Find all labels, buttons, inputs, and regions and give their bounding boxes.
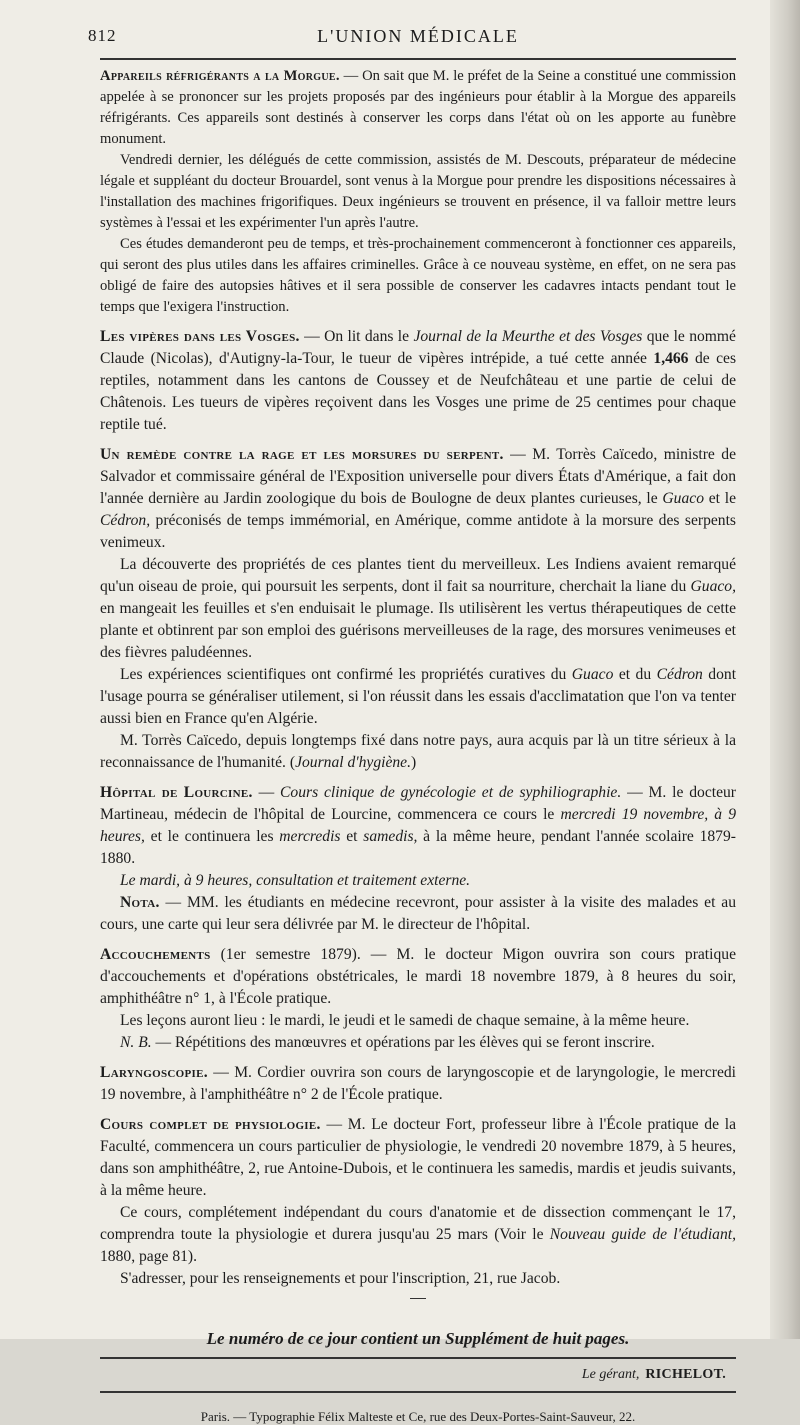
article-paragraph: N. B. — Répétitions des manœuvres et opérations par les élèves qui se feront inscrire. (120, 1034, 655, 1051)
article-laryngoscopie: Laryngoscopie. — M. Cordier ouvrira son cours de laryngoscopie et de laryngologie, le mercredi 19 novembre, à l'amphithéâtre n° 2 de l'École pratique. (100, 1064, 736, 1103)
nb-label: N. B. (120, 1034, 152, 1051)
article-title: Appareils réfrigérants a la Morgue. (100, 68, 340, 84)
article-morgue: Appareils réfrigérants a la Morgue. — On sait que M. le préfet de la Seine a constitué une commission appelée à se prononcer sur les projets proposés par des ingénieurs pour établir à la Morgue des appareils réfrigérants. Ces appareils sont destinés à conserver les corps dans l'état où on les apporte au funèbre monument. Vendredi dernier, les délégués de cette commission, assistés de M. Descouts, préparateur de médecine légale et suppléant du docteur Brouardel, sont venus à la Morgue pour prendre les dispositions nécessaires à l'installation des machines frigorifiques. Deux ingénieurs se trouvent en présence, il va falloir mettre leurs systèmes à l'essai et les expérimenter l'un après l'autre. Ces études demanderont peu de temps, et très-prochainement commenceront à fonctionner ces appareils, qui seront des plus utiles dans les affaires criminelles. Grâce à ce nouveau système, en effet, on ne sera pas obligé de faire des autopsies hâtives et il sera possible de conserver les cadavres intacts pendant tout le temps que l'exigera l'instruction. (100, 66, 736, 318)
article-paragraph: Vendredi dernier, les délégués de cette commission, assistés de M. Descouts, préparateur de médecine légale et suppléant du docteur Brouardel, sont venus à la Morgue pour prendre les dispositions nécessaires à l'installation des machines frigorifiques. Deux ingénieurs se trouvent en présence, il va falloir mettre leurs systèmes à l'essai et les expérimenter l'un après l'autre. (100, 152, 736, 231)
article-paragraph: Les expériences scientifiques ont confirmé les propriétés curatives du Guaco et du Cédron dont l'usage pourra se généraliser utilement, si l'on réussit dans les essais d'acclimatation que l'on va tenter aussi bien en France qu'en Algérie. (100, 666, 737, 727)
article-title: Hôpital de Lourcine. (100, 784, 253, 801)
gerant-label: Le gérant, (581, 1367, 640, 1382)
separator-rule (410, 1298, 426, 1299)
article-paragraph: Nota. — MM. les étudiants en médecine recevront, pour assister à la visite des malades et au cours, une carte qui leur sera délivrée par M. le directeur de l'hôpital. (100, 894, 737, 933)
supplement-notice: Le numéro de ce jour contient un Supplément de huit pages. (206, 1329, 630, 1348)
article-text: On sait que M. le préfet de la Seine a constitué une commission appelée à se prononcer sur les projets proposés par des ingénieurs pour établir à la Morgue des appareils réfrigérants. Ces appareils sont destinés à conserver les corps dans l'état où on les apporte au funèbre monument. (100, 68, 736, 147)
article-paragraph: M. Torrès Caïcedo, depuis longtemps fixé dans notre pays, aura acquis par là un titre sérieux à la reconnaissance de l'humanité. (Journal d'hygiène.) (100, 732, 736, 771)
gerant-name: RICHELOT. (645, 1367, 726, 1382)
source-citation: Journal de la Meurthe et des Vosges (413, 328, 643, 345)
article-physiologie: Cours complet de physiologie. — M. Le docteur Fort, professeur libre à l'École pratique de la Faculté, commencera un cours particulier de physiologie, le vendredi 20 novembre 1879, à 5 heures, dans son amphithéâtre, 2, rue Antoine-Dubois, et le continuera les samedis, mardis et jeudis suivants, à la même heure. Ce cours, complétement indépendant du cours d'anatomie et de dissection commençant le 17, comprendra toute la physiologie et durera jusqu'au 25 mars (Voir le Nouveau guide de l'étudiant, 1880, page 81). S'adresser, pour les renseignements et pour l'inscription, 21, rue Jacob. (100, 1114, 736, 1290)
page-header (88, 18, 736, 60)
viper-count: 1,466 (653, 350, 689, 367)
article-paragraph: Les leçons auront lieu : le mardi, le jeudi et le samedi de chaque semaine, à la même heure. (120, 1012, 690, 1029)
article-paragraph: La découverte des propriétés de ces plantes tient du merveilleux. Les Indiens avaient remarqué qu'un oiseau de proie, qui poursuit les serpents, dont il fait sa nourriture, cherchait la liane du Guaco, en mangeait les feuilles et s'en enduisait le plumage. Ils utilisèrent les vertus thérapeutiques de cette plante et obtinrent par son emploi des guérisons merveilleuses de la rage, des morsures venimeuses et des fièvres paludéennes. (100, 556, 736, 661)
article-paragraph: Le mardi, à 9 heures, consultation et traitement externe. (120, 872, 471, 889)
article-remede-rage: Un remède contre la rage et les morsures du serpent. — M. Torrès Caïcedo, ministre de Salvador et commissaire général de l'Exposition universelle pour divers États d'Amérique, a fait don l'année dernière au Jardin zoologique du bois de Boulogne de deux plantes curieuses, le Guaco et le Cédron, préconisés de temps immémorial, en Amérique, comme antidote à la morsure des serpents venimeux. La découverte des propriétés de ces plantes tient du merveilleux. Les Indiens avaient remarqué qu'un oiseau de proie, qui poursuit les serpents, dont il fait sa nourriture, cherchait la liane du Guaco, en mangeait les feuilles et s'en enduisait le plumage. Ils utilisèrent les vertus thérapeutiques de cette plante et obtinrent par son emploi des guérisons merveilleuses de la rage, des morsures venimeuses et des fièvres paludéennes. Les expériences scientifiques ont confirmé les propriétés curatives du Guaco et du Cédron dont l'usage pourra se généraliser utilement, si l'on réussit dans les essais d'acclimatation que l'on va tenter aussi bien en France qu'en Algérie. M. Torrès Caïcedo, depuis longtemps fixé dans notre pays, aura acquis par là un titre sérieux à la reconnaissance de l'humanité. (Journal d'hygiène.) (100, 444, 736, 774)
article-title: Cours complet de physiologie. (100, 1116, 321, 1133)
article-viperes: Les vipères dans les Vosges. — On lit dans le Journal de la Meurthe et des Vosges que le nommé Claude (Nicolas), d'Autigny-la-Tour, le tueur de vipères intrépide, a tué cette année 1,466 de ces reptiles, notamment dans les cantons de Coussey et de Neufchâteau et une partie de celui de Châtenois. Les tueurs de vipères reçoivent dans les Vosges une prime de 25 centimes pour chaque reptile tué. (100, 328, 737, 433)
source-citation: Nouveau guide de l'étudiant, (549, 1226, 736, 1243)
article-paragraph: S'adresser, pour les renseignements et pour l'inscription, 21, rue Jacob. (120, 1270, 561, 1287)
article-title: Laryngoscopie. (100, 1064, 208, 1081)
source-citation: Journal d'hygiène. (295, 754, 411, 771)
article-paragraph: Ces études demanderont peu de temps, et très-prochainement commenceront à fonctionner ces appareils, qui seront des plus utiles dans les affaires criminelles. Grâce à ce nouveau système, en effet, on ne sera pas obligé de faire des autopsies hâtives et il sera possible de conserver les cadavres intacts pendant tout le temps que l'exigera l'instruction. (100, 236, 736, 315)
article-title: Accouchements (100, 946, 211, 963)
nota-label: Nota. (120, 894, 160, 911)
article-paragraph: Ce cours, complétement indépendant du cours d'anatomie et de dissection commençant le 17, comprendra toute la physiologie et durera jusqu'au 25 mars (Voir le Nouveau guide de l'étudiant, 1880, page 81). (100, 1204, 736, 1265)
article-title: Les vipères dans les Vosges. (100, 328, 300, 345)
article-subtitle: Cours clinique de gynécologie et de syphiliographie. (280, 784, 622, 801)
article-title: Un remède contre la rage et les morsures du serpent. (100, 446, 504, 463)
article-hopital-lourcine: Hôpital de Lourcine. — Cours clinique de gynécologie et de syphiliographie. — M. le docteur Martineau, médecin de l'hôpital de Lourcine, commencera ce cours le mercredi 19 novembre, à 9 heures, et le continuera les mercredis et samedis, à la même heure, pendant l'année scolaire 1879-1880. Le mardi, à 9 heures, consultation et traitement externe. Nota. — MM. les étudiants en médecine recevront, pour assister à la visite des malades et au cours, une carte qui leur sera délivrée par M. le directeur de l'hôpital. (100, 782, 736, 936)
page-edge (770, 0, 800, 1339)
article-accouchements: Accouchements (1er semestre 1879). — M. le docteur Migon ouvrira son cours pratique d'accouchements et d'opérations obstétricales, le mardi 18 novembre 1879, à 8 heures du soir, amphithéâtre n° 1, à l'École pratique. Les leçons auront lieu : le mardi, le jeudi et le samedi de chaque semaine, à la même heure. N. B. — Répétitions des manœuvres et opérations par les élèves qui se feront inscrire. (100, 944, 736, 1054)
running-title: L'UNION MÉDICALE (317, 26, 519, 46)
gerant-signature (100, 1367, 726, 1383)
page-number: 812 (88, 26, 117, 45)
printer-imprint: Paris. — Typographie Félix Malteste et Ce, rue des Deux-Portes-Saint-Sauveur, 22. (200, 1409, 636, 1424)
footer-rule (100, 1357, 736, 1359)
footer-rule-bottom (100, 1391, 736, 1393)
